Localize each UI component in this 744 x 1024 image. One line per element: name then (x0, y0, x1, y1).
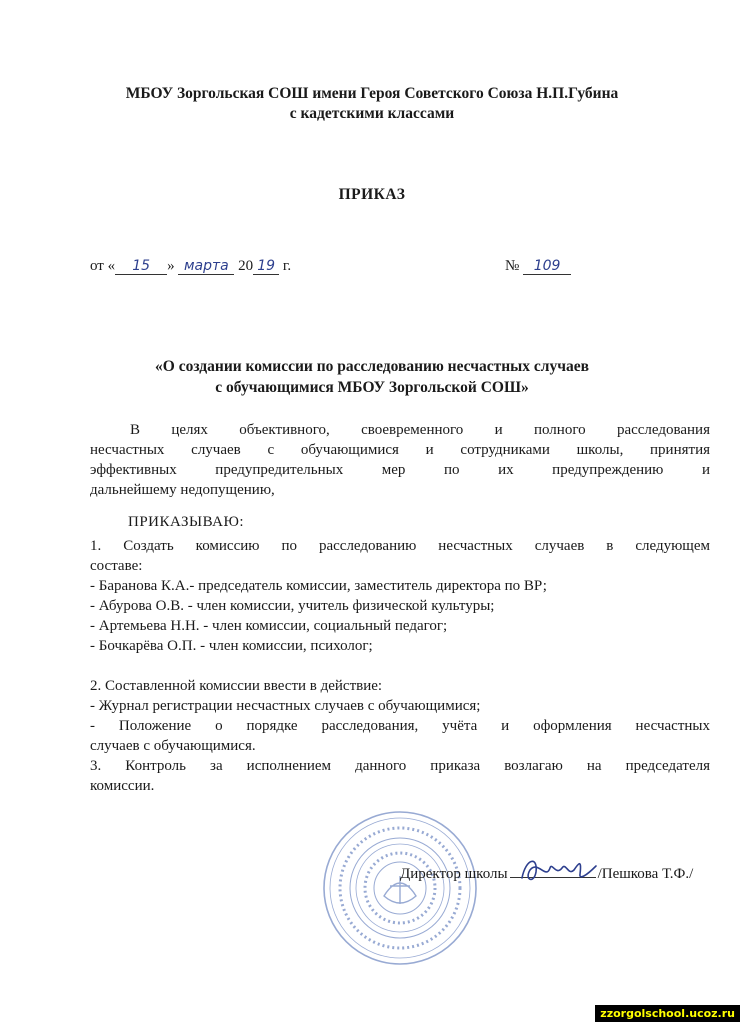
item-2-line: - Положение о порядке расследования, учёта и оформления несчастных (90, 718, 710, 734)
signer-name: /Пешкова Т.Ф./ (597, 866, 694, 882)
item-1-line: 1. Создать комиссию по расследованию несчастных случаев в следующем (90, 538, 710, 554)
school-subtitle: с кадетскими классами (289, 105, 455, 122)
preamble-line: несчастных случаев с обучающимися и сотрудниками школы, принятия (90, 442, 710, 458)
preamble-line: В целях объективного, своевременного и полного расследования (130, 422, 710, 438)
item-3-line: 3. Контроль за исполнением данного приказа возлагаю на председателя (90, 758, 710, 774)
order-body (90, 536, 710, 796)
document-title: ПРИКАЗ (338, 186, 406, 203)
item-3-line: комиссии. (90, 778, 155, 794)
handwritten-signature (516, 850, 606, 890)
website-watermark: zzorgolschool.ucoz.ru (595, 1005, 740, 1022)
school-name: МБОУ Зоргольская СОШ имени Героя Советского Союза Н.П.Губина (125, 85, 619, 102)
signer-title: Директор школы (400, 866, 508, 882)
date-suffix: г. (282, 258, 292, 274)
preamble-line: дальнейшему недопущению, (90, 482, 275, 498)
order-date (90, 258, 291, 275)
committee-member: - Артемьева Н.Н. - член комиссии, социальный педагог; (90, 618, 448, 634)
item-2-line: - Журнал регистрации несчастных случаев с обучающимися; (90, 698, 481, 714)
preamble (90, 420, 710, 500)
date-prefix: от « (90, 258, 116, 274)
number-value: 109 (523, 258, 571, 275)
date-year-prefix: 20 (238, 258, 254, 274)
item-1-line: составе: (90, 558, 143, 574)
school-header (0, 84, 744, 124)
committee-member: - Баранова К.А.- председатель комиссии, заместитель директора по ВР; (90, 578, 547, 594)
preamble-line: эффективных предупредительных мер по их предупреждению и (90, 462, 710, 478)
item-2-line: 2. Составленной комиссии ввести в действие: (90, 678, 383, 694)
date-year-suffix: 19 (253, 258, 279, 275)
item-2-line: случаев с обучающимися. (90, 738, 256, 754)
date-month: марта (178, 258, 234, 275)
order-keyword: ПРИКАЗЫВАЮ: (128, 514, 245, 530)
school-seal (320, 808, 480, 968)
committee-member: - Бочкарёва О.П. - член комиссии, психолог; (90, 638, 373, 654)
date-mid: » (167, 258, 175, 274)
number-label: № (505, 258, 520, 274)
order-subject (0, 356, 744, 398)
subject-line-2: с обучающимися МБОУ Зоргольской СОШ» (215, 379, 529, 396)
committee-member: - Абурова О.В. - член комиссии, учитель физической культуры; (90, 598, 495, 614)
date-day: 15 (115, 258, 167, 275)
order-number (505, 258, 571, 275)
subject-line-1: «О создании комиссии по расследованию несчастных случаев (155, 358, 589, 375)
